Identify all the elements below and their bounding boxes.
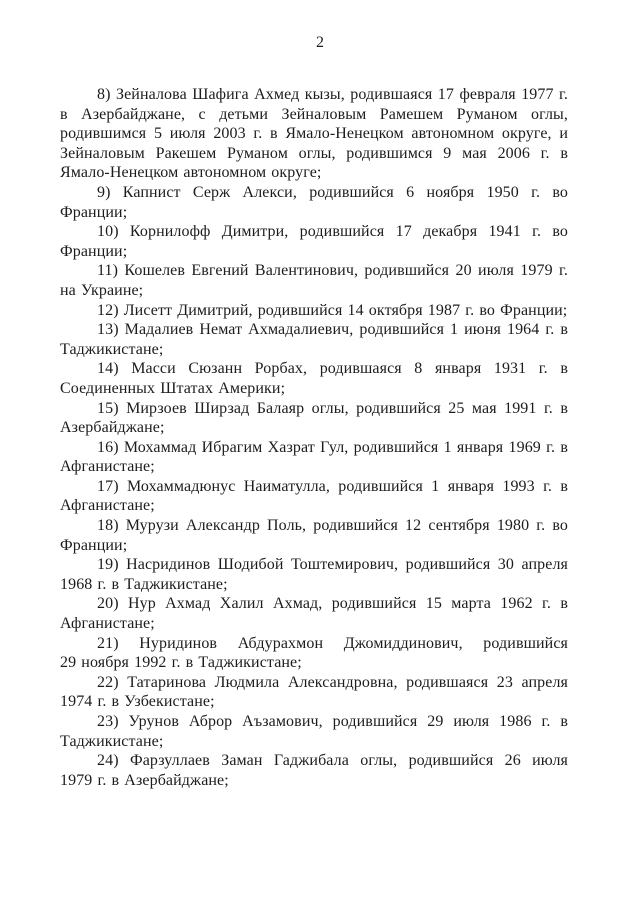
- list-item-14: 14) Масси Сюзанн Рорбах, родившаяся 8 января 1931 г. в Соединенных Штатах Америки;: [60, 360, 568, 397]
- list-item-12: 12) Лисетт Димитрий, родившийся 14 октября 1987 г. во Франции;: [97, 301, 568, 319]
- list-item-13: 13) Мадалиев Немат Ахмадалиевич, родившийся 1 июня 1964 г. в Таджикистане;: [60, 321, 568, 358]
- list-item-23: 23) Урунов Аброр Аъзамович, родившийся 29 июля 1986 г. в Таджикистане;: [60, 713, 568, 750]
- page-number: 2: [316, 34, 324, 51]
- list-item-20: 20) Нур Ахмад Халил Ахмад, родившийся 15 марта 1962 г. в Афганистане;: [60, 595, 568, 633]
- document-body: [60, 85, 568, 790]
- list-item-21: 21) Нуридинов Абдурахмон Джомиддинович, родившийся 29 ноября 1992 г. в Таджикистане;: [60, 634, 568, 672]
- list-item-19: 19) Насридинов Шодибой Тоштемирович, родившийся 30 апреля 1968 г. в Таджикистане;: [60, 556, 568, 593]
- list-item-11: 11) Кошелев Евгений Валентинович, родившийся 20 июля 1979 г. на Украине;: [60, 262, 568, 299]
- list-item-18: 18) Мурузи Александр Поль, родившийся 12 сентября 1980 г. во Франции;: [60, 517, 568, 554]
- list-item-16: 16) Мохаммад Ибрагим Хазрат Гул, родившийся 1 января 1969 г. в Афганистане;: [60, 438, 568, 476]
- list-item-17: 17) Мохаммадюнус Наиматулла, родившийся 1 января 1993 г. в Афганистане;: [60, 477, 568, 515]
- list-item-24: 24) Фарзуллаев Заман Гаджибала оглы, родившийся 26 июля 1979 г. в Азербайджане;: [60, 752, 568, 789]
- list-item-22: 22) Татаринова Людмила Александровна, родившаяся 23 апреля 1974 г. в Узбекистане;: [60, 673, 568, 711]
- list-item-9: 9) Капнист Серж Алекси, родившийся 6 ноября 1950 г. во Франции;: [60, 183, 568, 221]
- list-item-10: 10) Корнилофф Димитри, родившийся 17 декабря 1941 г. во Франции;: [60, 223, 568, 260]
- list-item-8: 8) Зейналова Шафига Ахмед кызы, родившаяся 17 февраля 1977 г. в Азербайджане, с детьми Зейналовым Рамешем Руманом оглы, родившимся 5 июля 2003 г. в Ямало-Ненецком автономном округе, и Зейналовым Ракешем Руманом оглы, родившимся 9 мая 2006 г. в Ямало-Ненецком автономном округе;: [60, 86, 568, 182]
- list-item-15: 15) Мирзоев Ширзад Балаяр оглы, родившийся 25 мая 1991 г. в Азербайджане;: [60, 399, 568, 437]
